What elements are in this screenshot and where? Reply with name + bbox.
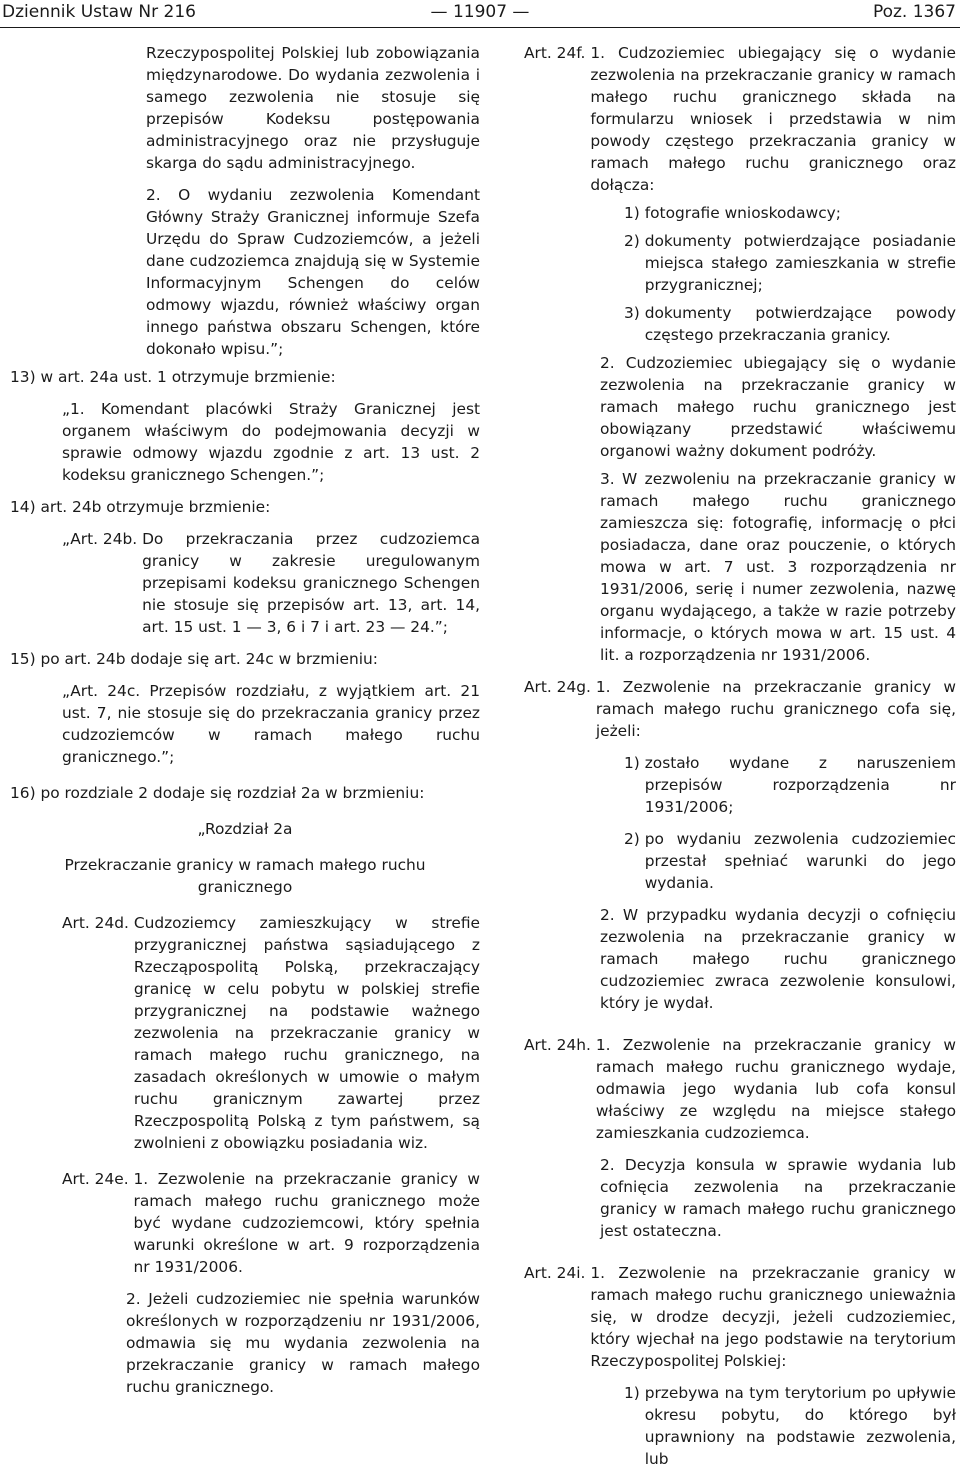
- list-item-label: 3): [624, 304, 645, 322]
- header-rule: [0, 27, 960, 28]
- list-item: [624, 230, 956, 296]
- list-item: [624, 302, 956, 346]
- art-24e-paragraph-2: 2. Jeżeli cudzoziemiec nie spełnia warunków określonych w rozporządzeniu nr 1931/2006, odmawia się mu wydania zezwolenia na przekraczanie granicy w ramach małego ruchu granicznego.: [126, 1290, 480, 1396]
- art-24e: [62, 1168, 480, 1278]
- art-24d-text: Cudzoziemcy zamieszkujący w strefie przygranicznej państwa sąsiadującego z Rzecząpospolitą Polską, przekraczający granicę w celu pobytu w polskiej strefie przygranicznej na podstawie ważnego zezwolenia na przekraczanie granicy w ramach małego ruchu granicznego, na zasadach określonych w umowie o małym ruchu granicznym zawartej przez Rzeczpospolitą Polską z tym państwem, są zwolnieni z obowiązku posiadania wiz.: [133, 914, 480, 1152]
- left-column: [10, 42, 480, 1398]
- art-24g-list: [624, 752, 956, 894]
- item-14: 14) art. 24b otrzymuje brzmienie:: [10, 498, 271, 516]
- art-24e-paragraph-1: 1. Zezwolenie na przekraczanie granicy w ramach małego ruchu granicznego może być wydane cudzoziemcowi, który spełnia warunki określone w art. 9 rozporządzenia nr 1931/2006.: [133, 1170, 480, 1276]
- art-24d: [62, 912, 480, 1154]
- list-item: [624, 1382, 956, 1470]
- art-24f-label: Art. 24f.: [524, 44, 591, 62]
- list-item: [624, 828, 956, 894]
- art-24f-paragraph-3: 3. W zezwoleniu na przekraczanie granicy w ramach małego ruchu granicznego zamieszcza się: fotografię, informację o płci posiadacza, dane oraz pouczenie, o których mowa w art. 7 ust. 3 rozporządzenia nr 1931/2006, serię i numer zezwolenia, nazwę organu wydającego, a także w razie potrzeby informacje, o których mowa w art. 15 ust. 4 lit. a rozporządzenia nr 1931/2006.: [600, 470, 956, 664]
- art-24i-list: [624, 1382, 956, 1470]
- page-number: — 11907 —: [430, 2, 530, 22]
- art-24f-paragraph-1: 1. Cudzoziemiec ubiegający się o wydanie zezwolenia na przekraczanie granicy w ramach małego ruchu granicznego składa na formularzu wniosek i przedstawia w nim powody częstego przekraczania granicy w ramach małego ruchu granicznego oraz dołącza:: [590, 44, 956, 194]
- page-header: [0, 0, 960, 28]
- right-column: [524, 42, 956, 1470]
- art-24h-paragraph-2: 2. Decyzja konsula w sprawie wydania lub cofnięcia zezwolenia na przekraczanie granicy w ramach małego ruchu granicznego jest ostateczna.: [600, 1156, 956, 1240]
- list-item-text: przebywa na tym terytorium po upływie okresu pobytu, do którego był uprawniony na podstawie zezwolenia, lub: [644, 1384, 956, 1468]
- art-24e-text: [134, 1168, 480, 1278]
- list-item: [624, 752, 956, 818]
- art-24g-paragraph-1: 1. Zezwolenie na przekraczanie granicy w ramach małego ruchu granicznego cofa się, jeżeli:: [595, 678, 956, 740]
- continued-paragraph-1: Rzeczypospolitej Polskiej lub zobowiązania międzynarodowe. Do wydania zezwolenia i samego zezwolenia nie stosuje się przepisów Kodeksu postępowania administracyjnego oraz nie przysługuje skarga do sądu administracyjnego.: [146, 44, 480, 172]
- art-24i-label: Art. 24i.: [524, 1264, 591, 1282]
- item-13: 13) w art. 24a ust. 1 otrzymuje brzmienie:: [10, 368, 336, 386]
- position-number: Poz. 1367: [872, 2, 956, 22]
- list-item-text: dokumenty potwierdzające posiadanie miejsca stałego zamieszkania w strefie przygranicznej;: [644, 232, 956, 294]
- art-24g-paragraph-2: 2. W przypadku wydania decyzji o cofnięciu zezwolenia na przekraczanie granicy w ramach małego ruchu granicznego cudzoziemiec zwraca zezwolenie konsulowi, który je wydał.: [600, 906, 956, 1012]
- art-24b: [62, 528, 480, 638]
- list-item-text: po wydaniu zezwolenia cudzoziemiec przestał spełniać warunki do jego wydania.: [644, 830, 956, 892]
- item-15: 15) po art. 24b dodaje się art. 24c w brzmieniu:: [10, 650, 378, 668]
- chapter-subtitle: Przekraczanie granicy w ramach małego ruchu granicznego: [64, 856, 426, 896]
- art-24i: [524, 1262, 956, 1372]
- list-item-text: dokumenty potwierdzające powody częstego przekraczania granicy.: [644, 304, 956, 344]
- list-item-label: 1): [624, 204, 645, 222]
- art-24b-label: „Art. 24b.: [62, 530, 143, 548]
- item-13-quote: „1. Komendant placówki Straży Granicznej jest organem właściwym do podejmowania decyzji w sprawie odmowy wjazdu zgodnie z art. 13 ust. 2 kodeksu granicznego Schengen.”;: [62, 400, 480, 484]
- journal-title: Dziennik Ustaw Nr 216: [2, 2, 196, 22]
- list-item-text: zostało wydane z naruszeniem przepisów rozporządzenia nr 1931/2006;: [644, 754, 956, 816]
- art-24b-text: Do przekraczania przez cudzoziemca granicy w zakresie uregulowanym przepisami kodeksu granicznego Schengen nie stosuje się przepisów art. 13, art. 14, art. 15 ust. 1 — 3, 6 i 7 i art. 23 — 24.”;: [142, 530, 480, 636]
- art-24d-label: Art. 24d.: [62, 914, 134, 932]
- art-24g-label: Art. 24g.: [524, 678, 596, 696]
- art-24f-paragraph-2: 2. Cudzoziemiec ubiegający się o wydanie zezwolenia na przekraczanie granicy w ramach małego ruchu granicznego jest obowiązany przedstawić właściwemu organowi ważny dokument podróży.: [600, 354, 956, 460]
- item-16: 16) po rozdziale 2 dodaje się rozdział 2a w brzmieniu:: [10, 784, 425, 802]
- art-24i-paragraph-1: 1. Zezwolenie na przekraczanie granicy w ramach małego ruchu granicznego unieważnia się, w drodze decyzji, jeżeli cudzoziemiec, który wjechał na jego podstawie na terytorium Rzeczypospolitej Polskiej:: [590, 1264, 956, 1370]
- list-item-label: 2): [624, 232, 645, 250]
- art-24f: [524, 42, 956, 196]
- list-item: [624, 202, 956, 224]
- art-24h-label: Art. 24h.: [524, 1036, 596, 1054]
- list-item-label: 2): [624, 830, 645, 848]
- list-item-label: 1): [624, 1384, 645, 1402]
- continued-paragraph-2: 2. O wydaniu zezwolenia Komendant Główny Straży Granicznej informuje Szefa Urzędu do Spraw Cudzoziemców, a jeżeli dane cudzoziemca znajdują się w Systemie Informacyjnym Schengen do celów odmowy wjazdu, również właściwy organ innego państwa obszaru Schengen, które dokonało wpisu.”;: [146, 186, 480, 358]
- chapter-title: „Rozdział 2a: [197, 820, 293, 838]
- item-15-quote: „Art. 24c. Przepisów rozdziału, z wyjątkiem art. 21 ust. 7, nie stosuje się do przekraczania granicy przez cudzoziemców w ramach małego ruchu granicznego.”;: [62, 682, 480, 766]
- list-item-label: 1): [624, 754, 645, 772]
- art-24f-list: [624, 202, 956, 346]
- art-24g: [524, 676, 956, 742]
- art-24h-paragraph-1: 1. Zezwolenie na przekraczanie granicy w ramach małego ruchu granicznego wydaje, odmawia jego wydania lub cofa konsul właściwy ze względu na miejsce stałego zamieszkania cudzoziemca.: [595, 1036, 956, 1142]
- list-item-text: fotografie wnioskodawcy;: [644, 204, 841, 222]
- art-24e-label: Art. 24e.: [62, 1170, 134, 1188]
- art-24h: [524, 1034, 956, 1144]
